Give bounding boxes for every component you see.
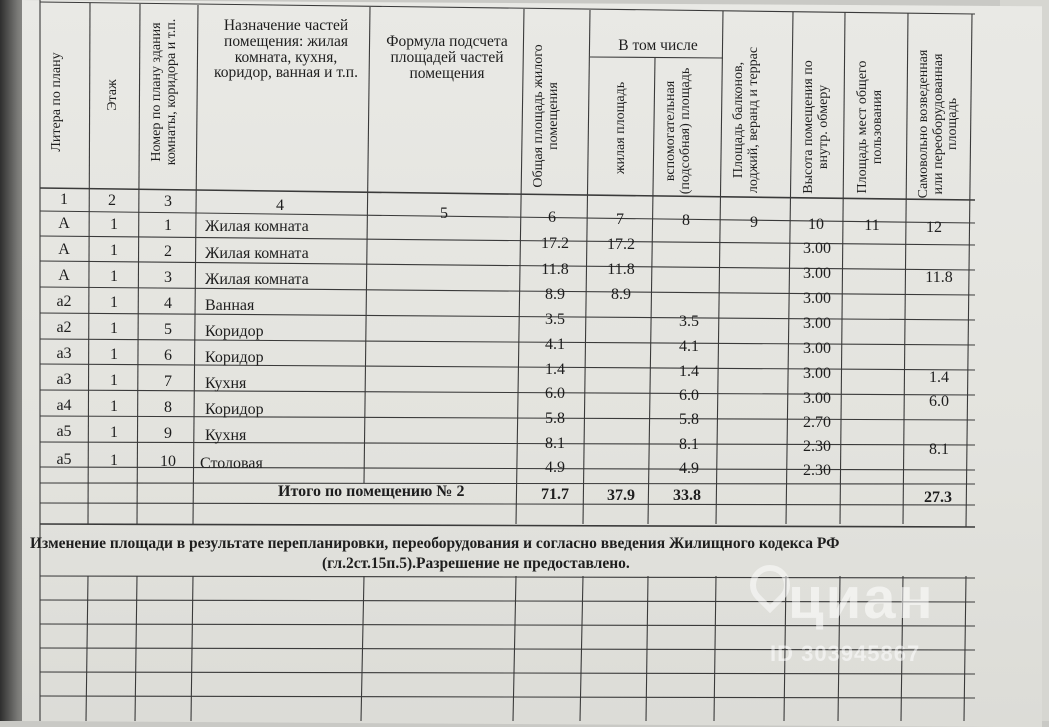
cell-aux: 6.0	[679, 387, 699, 404]
cell-number: 7	[164, 373, 172, 390]
cell-total: 3.5	[545, 311, 565, 328]
cell-self-built: 6.0	[929, 393, 949, 410]
cell-total: 1.4	[545, 361, 565, 378]
cell-height: 3.00	[803, 390, 831, 407]
colnum-2: 2	[108, 192, 116, 209]
header-total-area: Общая площадь жилого помещения	[531, 44, 561, 188]
cell-number: 8	[164, 399, 172, 416]
colnum-11: 11	[864, 217, 880, 234]
header-formula: Формула подсчета площадей частей помещения	[386, 33, 508, 82]
cell-number: 3	[164, 269, 172, 286]
cell-name: Ванная	[205, 297, 255, 314]
cell-floor: 1	[110, 294, 118, 311]
cell-aux: 4.1	[679, 338, 699, 355]
cell-aux: 1.4	[679, 363, 699, 380]
cell-litera: а3	[56, 345, 72, 362]
cell-litera: а2	[56, 293, 72, 310]
cell-height: 2.30	[803, 462, 831, 479]
header-room-number: Номер по плану здания комнаты, коридора и т.п.	[149, 18, 179, 166]
cell-litera: А	[58, 267, 70, 284]
cell-height: 3.00	[803, 240, 831, 257]
cell-aux: 4.9	[679, 460, 699, 477]
total-self-built: 27.3	[924, 489, 952, 506]
header-floor: Этаж	[105, 79, 120, 111]
header-self-built: Самовольно возведенная или переоборудованная площадь	[916, 49, 961, 199]
header-balcony-area: Площадь балконов, лоджий, веранд и террас	[731, 46, 761, 194]
cell-height: 3.00	[803, 365, 831, 382]
colnum-7: 7	[616, 211, 624, 228]
header-in-total: В том числе	[618, 37, 698, 54]
cell-name: Кухня	[205, 427, 247, 444]
cell-name: Жилая комната	[205, 271, 309, 288]
cell-total: 17.2	[541, 235, 569, 252]
total-aux: 33.8	[673, 487, 701, 504]
cell-floor: 1	[110, 242, 118, 259]
cell-self-built: 8.1	[929, 441, 949, 458]
cell-name: Жилая комната	[205, 245, 309, 262]
note-line-1: Изменение площади в результате перепланировки, переоборудования и согласно введения Жилищного кодекса РФ	[30, 535, 840, 552]
cell-height: 3.00	[803, 340, 831, 357]
cell-number: 4	[164, 295, 172, 312]
cell-total: 5.8	[545, 410, 565, 427]
cell-total: 4.1	[545, 336, 565, 353]
cell-litera: А	[58, 215, 70, 232]
header-purpose: Назначение частей помещения: жилая комната, кухня, коридор, ванная и т.п.	[214, 17, 358, 82]
cell-litera: А	[58, 241, 70, 258]
cell-total: 8.9	[545, 286, 565, 303]
colnum-9: 9	[750, 214, 758, 231]
header-height: Высота помещения по внутр. обмеру	[801, 60, 831, 194]
cell-living: 17.2	[607, 236, 635, 253]
cell-floor: 1	[110, 452, 118, 469]
cell-floor: 1	[110, 268, 118, 285]
cell-number: 10	[160, 453, 176, 470]
cell-height: 3.00	[803, 265, 831, 282]
total-label: Итого по помещению № 2	[278, 483, 465, 500]
cell-name: Коридор	[205, 349, 264, 366]
cell-height: 2.30	[803, 438, 831, 455]
colnum-5: 5	[440, 205, 448, 222]
cell-name: Коридор	[205, 323, 264, 340]
cell-name: Кухня	[205, 375, 247, 392]
cell-self-built: 11.8	[925, 269, 953, 286]
header-litera: Литера по плану	[49, 52, 64, 152]
watermark-id: ID 303945867	[770, 641, 921, 666]
cell-number: 2	[164, 243, 172, 260]
cell-height: 2.70	[803, 414, 831, 431]
colnum-1: 1	[60, 191, 68, 208]
cell-name: Столовая	[200, 455, 263, 472]
cell-aux: 8.1	[679, 436, 699, 453]
cell-litera: а4	[56, 397, 72, 414]
colnum-3: 3	[164, 193, 172, 210]
cell-aux: 5.8	[679, 411, 699, 428]
cell-name: Коридор	[205, 401, 264, 418]
colnum-6: 6	[548, 209, 556, 226]
cell-floor: 1	[110, 346, 118, 363]
cell-total: 8.1	[545, 435, 565, 452]
cell-number: 5	[164, 321, 172, 338]
cell-number: 9	[164, 425, 172, 442]
cell-floor: 1	[110, 320, 118, 337]
cell-living: 11.8	[607, 261, 635, 278]
cell-floor: 1	[110, 372, 118, 389]
note-line-2: (гл.2ст.15п.5).Разрешение не предоставлено.	[322, 555, 630, 572]
cian-watermark	[730, 565, 935, 666]
watermark-logo: циан	[788, 566, 935, 631]
total-area: 71.7	[541, 486, 569, 503]
cell-litera: а5	[56, 451, 72, 468]
cell-height: 3.00	[803, 315, 831, 332]
cell-height: 3.00	[803, 290, 831, 307]
cell-number: 6	[164, 347, 172, 364]
cell-living: 8.9	[611, 286, 631, 303]
colnum-4: 4	[276, 197, 284, 214]
cell-floor: 1	[110, 424, 118, 441]
cell-total: 4.9	[545, 459, 565, 476]
total-living: 37.9	[607, 487, 635, 504]
cell-self-built: 1.4	[929, 369, 949, 386]
cell-name: Жилая комната	[205, 218, 309, 235]
cell-total: 11.8	[541, 261, 569, 278]
cell-number: 1	[164, 217, 172, 234]
cell-floor: 1	[110, 216, 118, 233]
colnum-10: 10	[808, 216, 824, 233]
cell-litera: а5	[56, 423, 72, 440]
cell-litera: а3	[56, 371, 72, 388]
header-common-area: Площадь мест общего пользования	[855, 60, 885, 194]
cell-aux: 3.5	[679, 313, 699, 330]
cell-litera: а2	[56, 319, 72, 336]
colnum-12: 12	[926, 219, 942, 236]
header-aux-area: вспомогательная (подсобная) площадь	[663, 67, 693, 195]
header-living-area: жилая площадь	[613, 81, 628, 175]
cell-floor: 1	[110, 398, 118, 415]
colnum-8: 8	[682, 212, 690, 229]
cell-total: 6.0	[545, 385, 565, 402]
